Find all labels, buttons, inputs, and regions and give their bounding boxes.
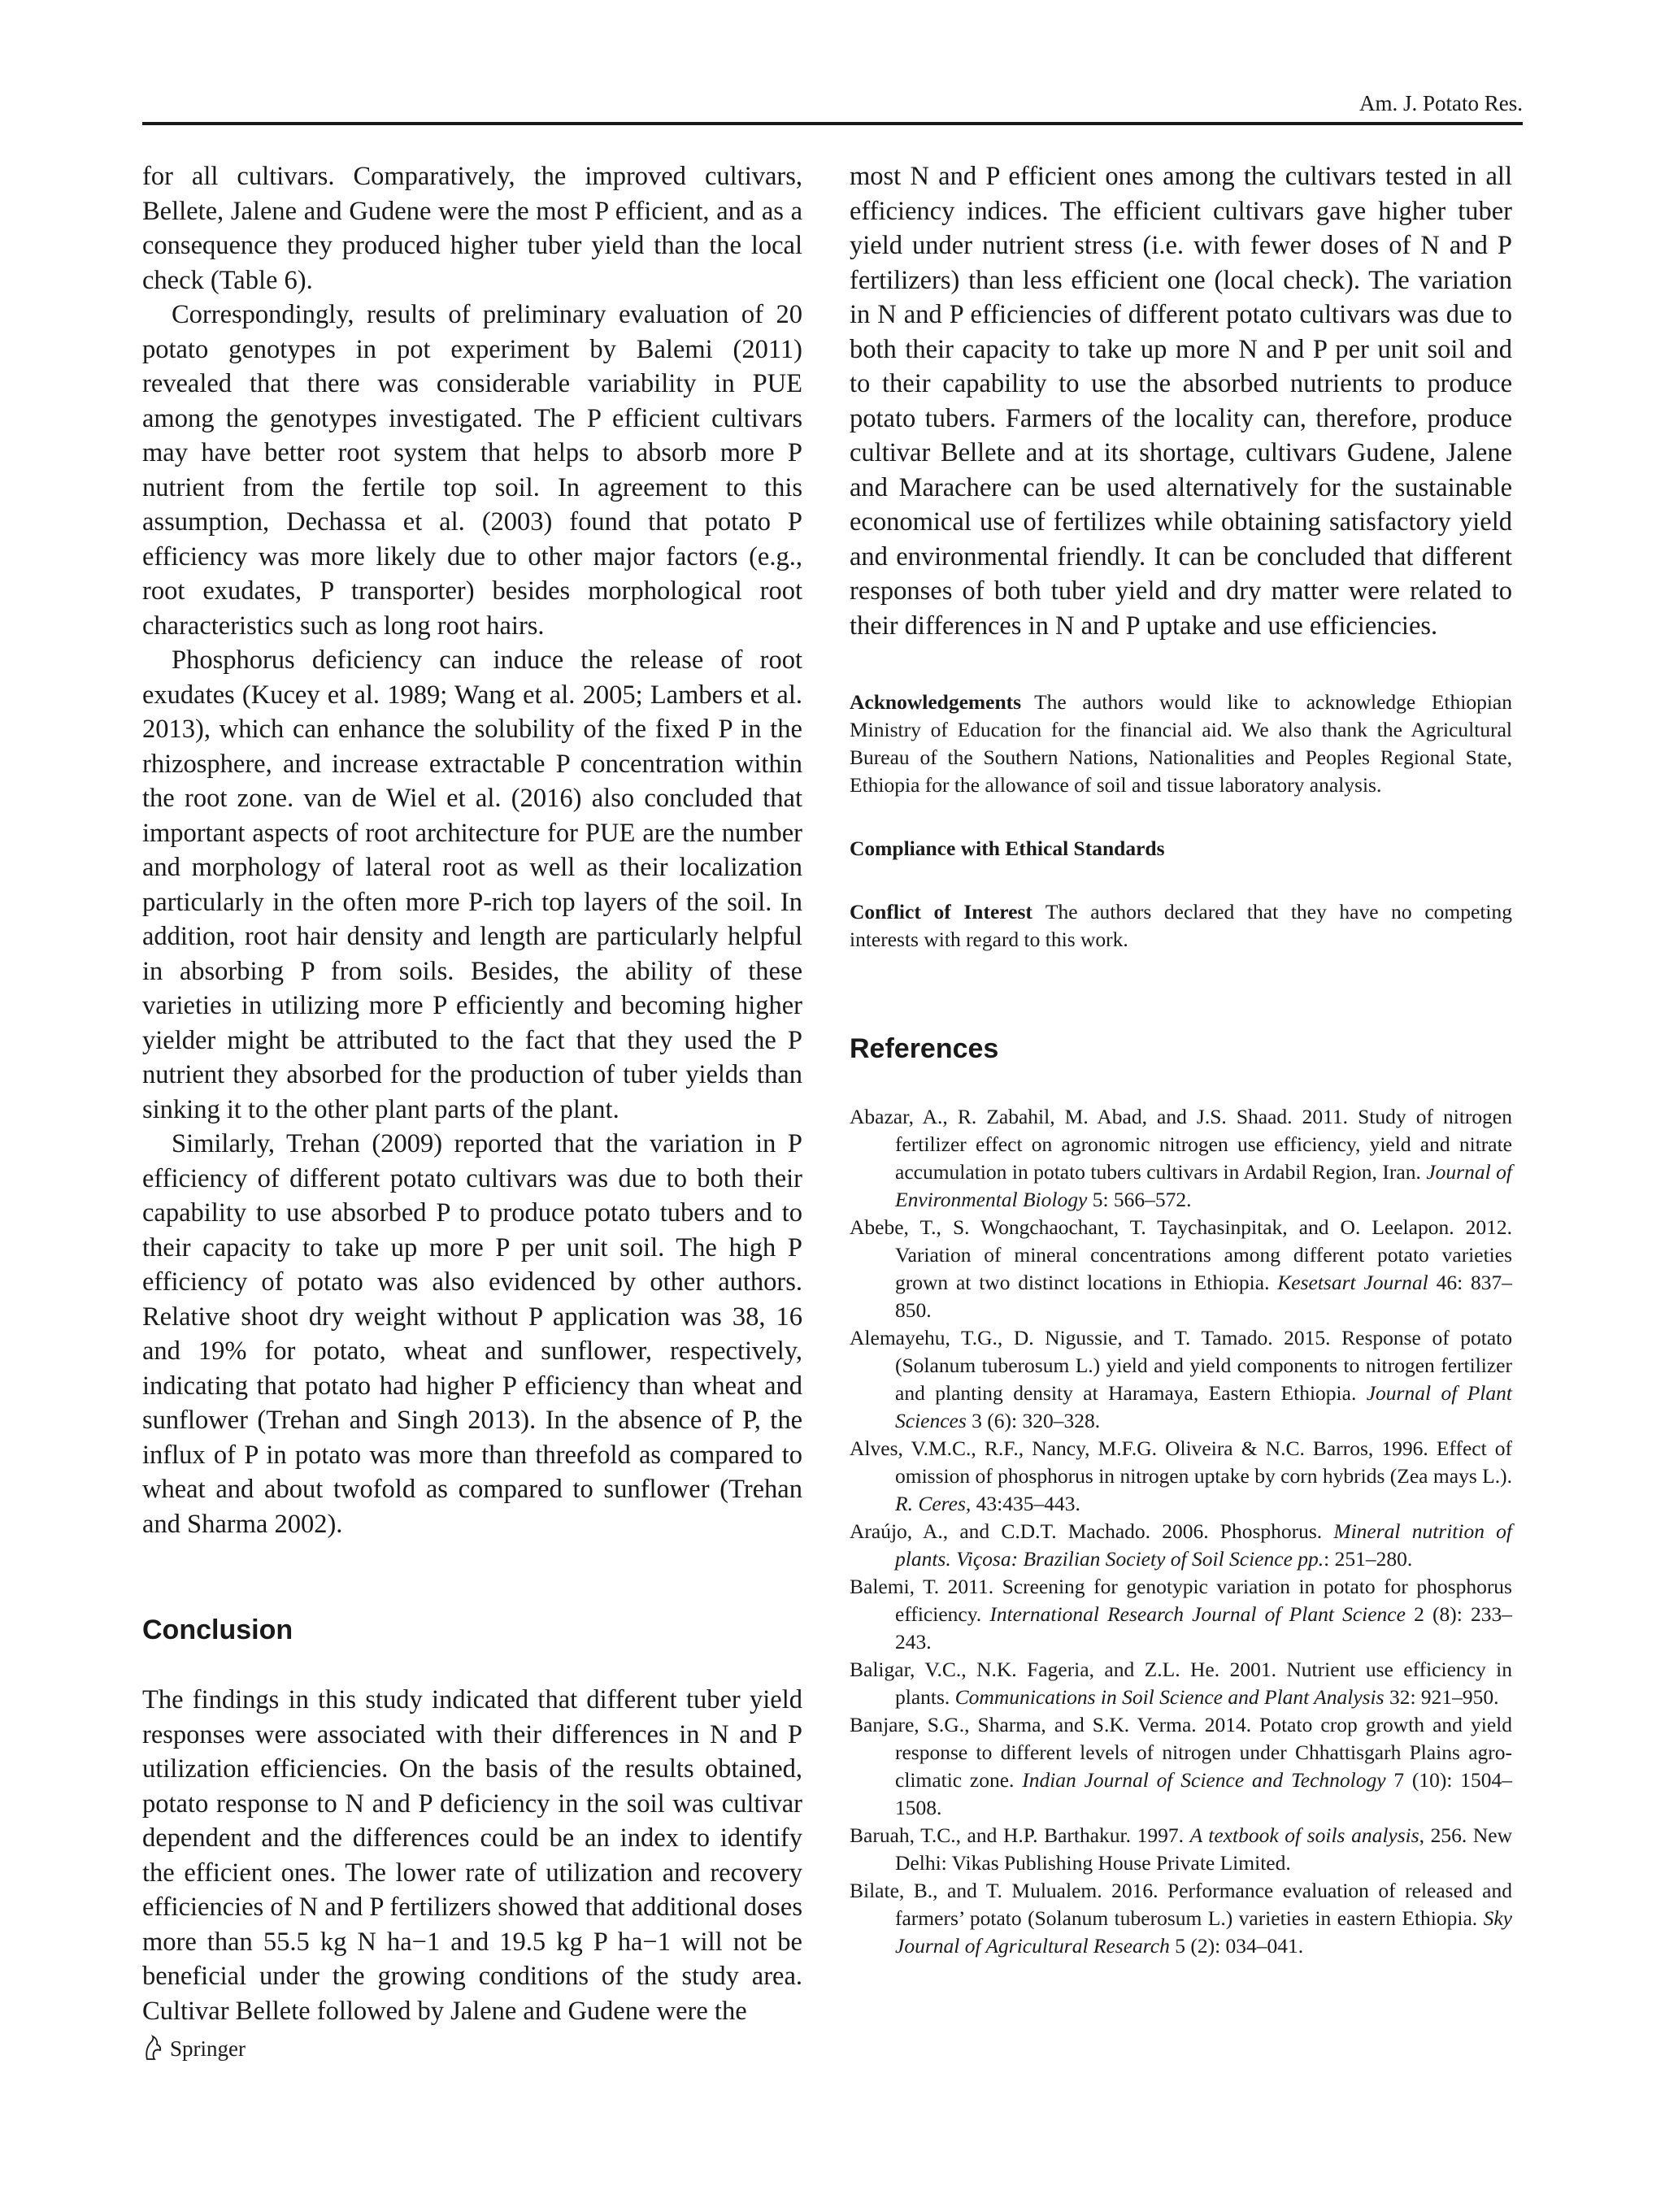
springer-horse-icon [142,2035,163,2062]
reference-item: Abazar, A., R. Zabahil, M. Abad, and J.S. Shaad. 2011. Study of nitrogen fertilizer effect on agronomic nitrogen use efficiency, yield and nitrate accumulation in potato tubers cultivars in Ardabil Region, Iran. Journal of Environmental Biology 5: 566–572. [850,1105,1512,1211]
paragraph: Correspondingly, results of preliminary evaluation of 20 potato genotypes in pot experiment by Balemi (2011) revealed that there was considerable variability in PUE among the genotypes investigated. The P efficient cultivars may have better root system that helps to absorb more P nutrient from the fertile top soil. In agreement to this assumption, Dechassa et al. (2003) found that potato P efficiency was more likely due to other major factors (e.g., root exudates, P transporter) besides morphological root characteristics such as long root hairs. [142,300,802,641]
page-footer [142,2035,246,2062]
header-rule [142,122,1523,125]
section-heading-references: References [850,1033,999,1064]
reference-item: Alves, V.M.C., R.F., Nancy, M.F.G. Oliveira & N.C. Barros, 1996. Effect of omission of phosphorus in nitrogen uptake by corn hybrids (Zea mays L.). R. Ceres, 43:435–443. [850,1436,1512,1515]
reference-item: Alemayehu, T.G., D. Nigussie, and T. Tamado. 2015. Response of potato (Solanum tuberosum L.) yield and yield components to nitrogen fertilizer and planting density at Haramaya, Eastern Ethiopia. Journal of Plant Sciences 3 (6): 320–328. [850,1326,1512,1432]
publisher-name: Springer [170,2036,246,2061]
acknowledgements-label: Acknowledgements [850,690,1022,714]
section-heading-conclusion: Conclusion [142,1614,293,1645]
reference-item: Banjare, S.G., Sharma, and S.K. Verma. 2014. Potato crop growth and yield response to different levels of nitrogen under Chhattisgarh Plains agro-climatic zone. Indian Journal of Science and Technology 7 (10): 1504–1508. [850,1713,1512,1819]
acknowledgements-text: The authors would like to acknowledge Ethiopian Ministry of Education for the financial aid. We also thank the Agricultural Bureau of the Southern Nations, Nationalities and Peoples Regional State, Ethiopia for the allowance of soil and tissue laboratory analysis. [850,690,1512,797]
journal-name: Am. J. Potato Res. [1359,91,1523,115]
paragraph: for all cultivars. Comparatively, the improved cultivars, Bellete, Jalene and Gudene were the most P efficient, and as a consequence they produced higher tuber yield than the local check (Table 6). [142,162,802,295]
reference-item: Baruah, T.C., and H.P. Barthakur. 1997. A textbook of soils analysis, 256. New Delhi: Vikas Publishing House Private Limited. [850,1823,1512,1875]
reference-item: Baligar, V.C., N.K. Fageria, and Z.L. He. 2001. Nutrient use efficiency in plants. Communications in Soil Science and Plant Analysis 32: 921–950. [850,1658,1512,1709]
paragraph: Similarly, Trehan (2009) reported that the variation in P efficiency of different potato cultivars was due to both their capability to use absorbed P to produce potato tubers and to their capacity to take up more P per unit soil. The high P efficiency of potato was also evidenced by other authors. Relative shoot dry weight without P application was 38, 16 and 19% for potato, wheat and sunflower, respectively, indicating that potato had higher P efficiency than wheat and sunflower (Trehan and Singh 2013). In the absence of P, the influx of P in potato was more than threefold as compared to wheat and about twofold as compared to sunflower (Trehan and Sharma 2002). [142,1129,802,1539]
reference-item: Araújo, A., and C.D.T. Machado. 2006. Phosphorus. Mineral nutrition of plants. Viçosa: Brazilian Society of Soil Science pp.: 251–280. [850,1519,1512,1571]
reference-item: Abebe, T., S. Wongchaochant, T. Taychasinpitak, and O. Leelapon. 2012. Variation of mineral concentrations among different potato varieties grown at two distinct locations in Ethiopia. Kesetsart Journal 46: 837–850. [850,1215,1512,1322]
right-column [850,159,1512,1960]
left-column [142,159,802,2028]
paragraph: Phosphorus deficiency can induce the release of root exudates (Kucey et al. 1989; Wang et al. 2005; Lambers et al. 2013), which can enhance the solubility of the fixed P in the rhizosphere, and increase extractable P concentration within the root zone. van de Wiel et al. (2016) also concluded that important aspects of root architecture for PUE are the number and morphology of lateral root as well as their localization particularly in the often more P-rich top layers of the soil. In addition, root hair density and length are particularly helpful in absorbing P from soils. Besides, the ability of these varieties in utilizing more P efficiently and becoming higher yielder might be attributed to the fact that they used the P nutrient they absorbed for the production of tuber yields than sinking it to the other plant parts of the plant. [142,645,802,1124]
reference-item: Bilate, B., and T. Mulualem. 2016. Performance evaluation of released and farmers’ potato (Solanum tuberosum L.) varieties in eastern Ethiopia. Sky Journal of Agricultural Research 5 (2): 034–041. [850,1879,1512,1958]
conflict-of-interest [850,898,1512,954]
reference-list [850,1103,1512,1960]
conflict-label: Conflict of Interest [850,900,1032,923]
conflict-text: The authors declared that they have no competing interests with regard to this work. [850,900,1512,951]
compliance-label: Compliance with Ethical Standards [850,837,1165,860]
conclusion-paragraph: The findings in this study indicated that different tuber yield responses were associated with their differences in N and P utilization efficiencies. On the basis of the results obtained, potato response to N and P deficiency in the soil was cultivar dependent and the differences could be an index to identify the efficient ones. The lower rate of utilization and recovery efficiencies of N and P fertilizers showed that additional doses more than 55.5 kg N ha−1 and 19.5 kg P ha−1 will not be beneficial under the growing conditions of the study area. Cultivar Bellete followed by Jalene and Gudene were the [142,1685,802,2026]
paragraph: most N and P efficient ones among the cultivars tested in all efficiency indices. The efficient cultivars gave higher tuber yield under nutrient stress (i.e. with fewer doses of N and P fertilizers) than less efficient one (local check). The variation in N and P efficiencies of different potato cultivars was due to both their capacity to take up more N and P per unit soil and to their capability to use the absorbed nutrients to produce potato tubers. Farmers of the locality can, therefore, produce cultivar Bellete and at its shortage, cultivars Gudene, Jalene and Marachere can be used alternatively for the sustainable economical use of fertilizes while obtaining satisfactory yield and environmental friendly. It can be concluded that different responses of both tuber yield and dry matter were related to their differences in N and P uptake and use efficiencies. [850,162,1512,641]
acknowledgements [850,689,1512,799]
compliance [850,835,1512,863]
reference-item: Balemi, T. 2011. Screening for genotypic variation in potato for phosphorus efficiency. International Research Journal of Plant Science 2 (8): 233–243. [850,1575,1512,1654]
